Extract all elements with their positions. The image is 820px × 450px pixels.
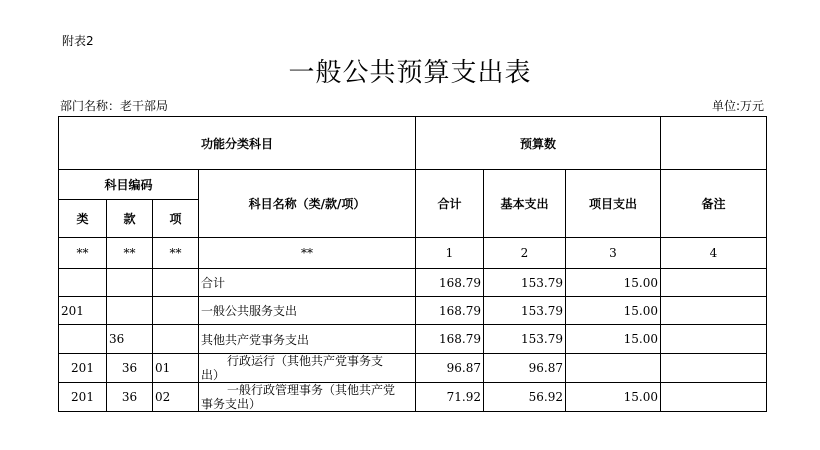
header-empty — [661, 117, 767, 170]
basic-cell: 153.79 — [484, 325, 566, 354]
header-subject-name: 科目名称（类/款/项） — [199, 170, 416, 238]
lei-cell: 201 — [59, 354, 107, 383]
header-functional-category: 功能分类科目 — [59, 117, 416, 170]
project-cell: 15.00 — [566, 383, 661, 412]
header-basic: 基本支出 — [484, 170, 566, 238]
subject-name-cell — [199, 354, 416, 383]
basic-cell: 153.79 — [484, 297, 566, 325]
kuan-cell: 36 — [107, 354, 153, 383]
xiang-cell: 01 — [153, 354, 199, 383]
subject-name-cell: 其他共产党事务支出 — [199, 325, 416, 354]
xiang-cell: 02 — [153, 383, 199, 412]
header-project: 项目支出 — [566, 170, 661, 238]
table-row — [59, 325, 767, 354]
kuan-cell: 36 — [107, 325, 153, 354]
index-cell: 1 — [416, 238, 484, 269]
remark-cell — [661, 354, 767, 383]
attachment-label: 附表2 — [62, 34, 94, 48]
index-cell: 2 — [484, 238, 566, 269]
index-cell: ** — [153, 238, 199, 269]
xiang-cell — [153, 297, 199, 325]
budget-table — [58, 116, 767, 412]
remark-cell — [661, 325, 767, 354]
subject-name-line1: 行政运行（其他共产党事务支 — [227, 354, 384, 368]
table-row — [59, 297, 767, 325]
kuan-cell: 36 — [107, 383, 153, 412]
lei-cell: 201 — [59, 383, 107, 412]
header-kuan: 款 — [107, 200, 153, 238]
subject-name-cell: 合计 — [199, 269, 416, 297]
project-cell — [566, 354, 661, 383]
lei-cell: 201 — [59, 297, 107, 325]
page-title: 一般公共预算支出表 — [288, 58, 532, 88]
header-remark: 备注 — [661, 170, 767, 238]
project-cell: 15.00 — [566, 269, 661, 297]
basic-cell: 56.92 — [484, 383, 566, 412]
table-row — [59, 269, 767, 297]
xiang-cell — [153, 325, 199, 354]
table-row — [59, 354, 767, 383]
header-subject-code: 科目编码 — [59, 170, 199, 200]
basic-cell: 153.79 — [484, 269, 566, 297]
remark-cell — [661, 269, 767, 297]
index-cell: ** — [199, 238, 416, 269]
kuan-cell — [107, 269, 153, 297]
subject-name-line2: 出） — [201, 368, 226, 382]
unit-label: 单位:万元 — [711, 99, 764, 113]
index-cell: 3 — [566, 238, 661, 269]
total-cell: 168.79 — [416, 325, 484, 354]
department-label: 部门名称：老干部局 — [60, 99, 169, 113]
project-cell: 15.00 — [566, 297, 661, 325]
lei-cell — [59, 269, 107, 297]
lei-cell — [59, 325, 107, 354]
xiang-cell — [153, 269, 199, 297]
total-cell: 96.87 — [416, 354, 484, 383]
header-xiang: 项 — [153, 200, 199, 238]
index-cell: 4 — [661, 238, 767, 269]
index-cell: ** — [59, 238, 107, 269]
project-cell: 15.00 — [566, 325, 661, 354]
total-cell: 71.92 — [416, 383, 484, 412]
index-cell: ** — [107, 238, 153, 269]
total-cell: 168.79 — [416, 297, 484, 325]
total-cell: 168.79 — [416, 269, 484, 297]
header-total: 合计 — [416, 170, 484, 238]
subject-name-line2: 事务支出） — [201, 397, 262, 411]
subject-name-cell — [199, 383, 416, 412]
remark-cell — [661, 297, 767, 325]
subject-name-cell: 一般公共服务支出 — [199, 297, 416, 325]
kuan-cell — [107, 297, 153, 325]
remark-cell — [661, 383, 767, 412]
header-budget: 预算数 — [416, 117, 661, 170]
header-lei: 类 — [59, 200, 107, 238]
basic-cell: 96.87 — [484, 354, 566, 383]
subject-name-line1: 一般行政管理事务（其他共产党 — [227, 383, 396, 397]
table-row — [59, 383, 767, 412]
